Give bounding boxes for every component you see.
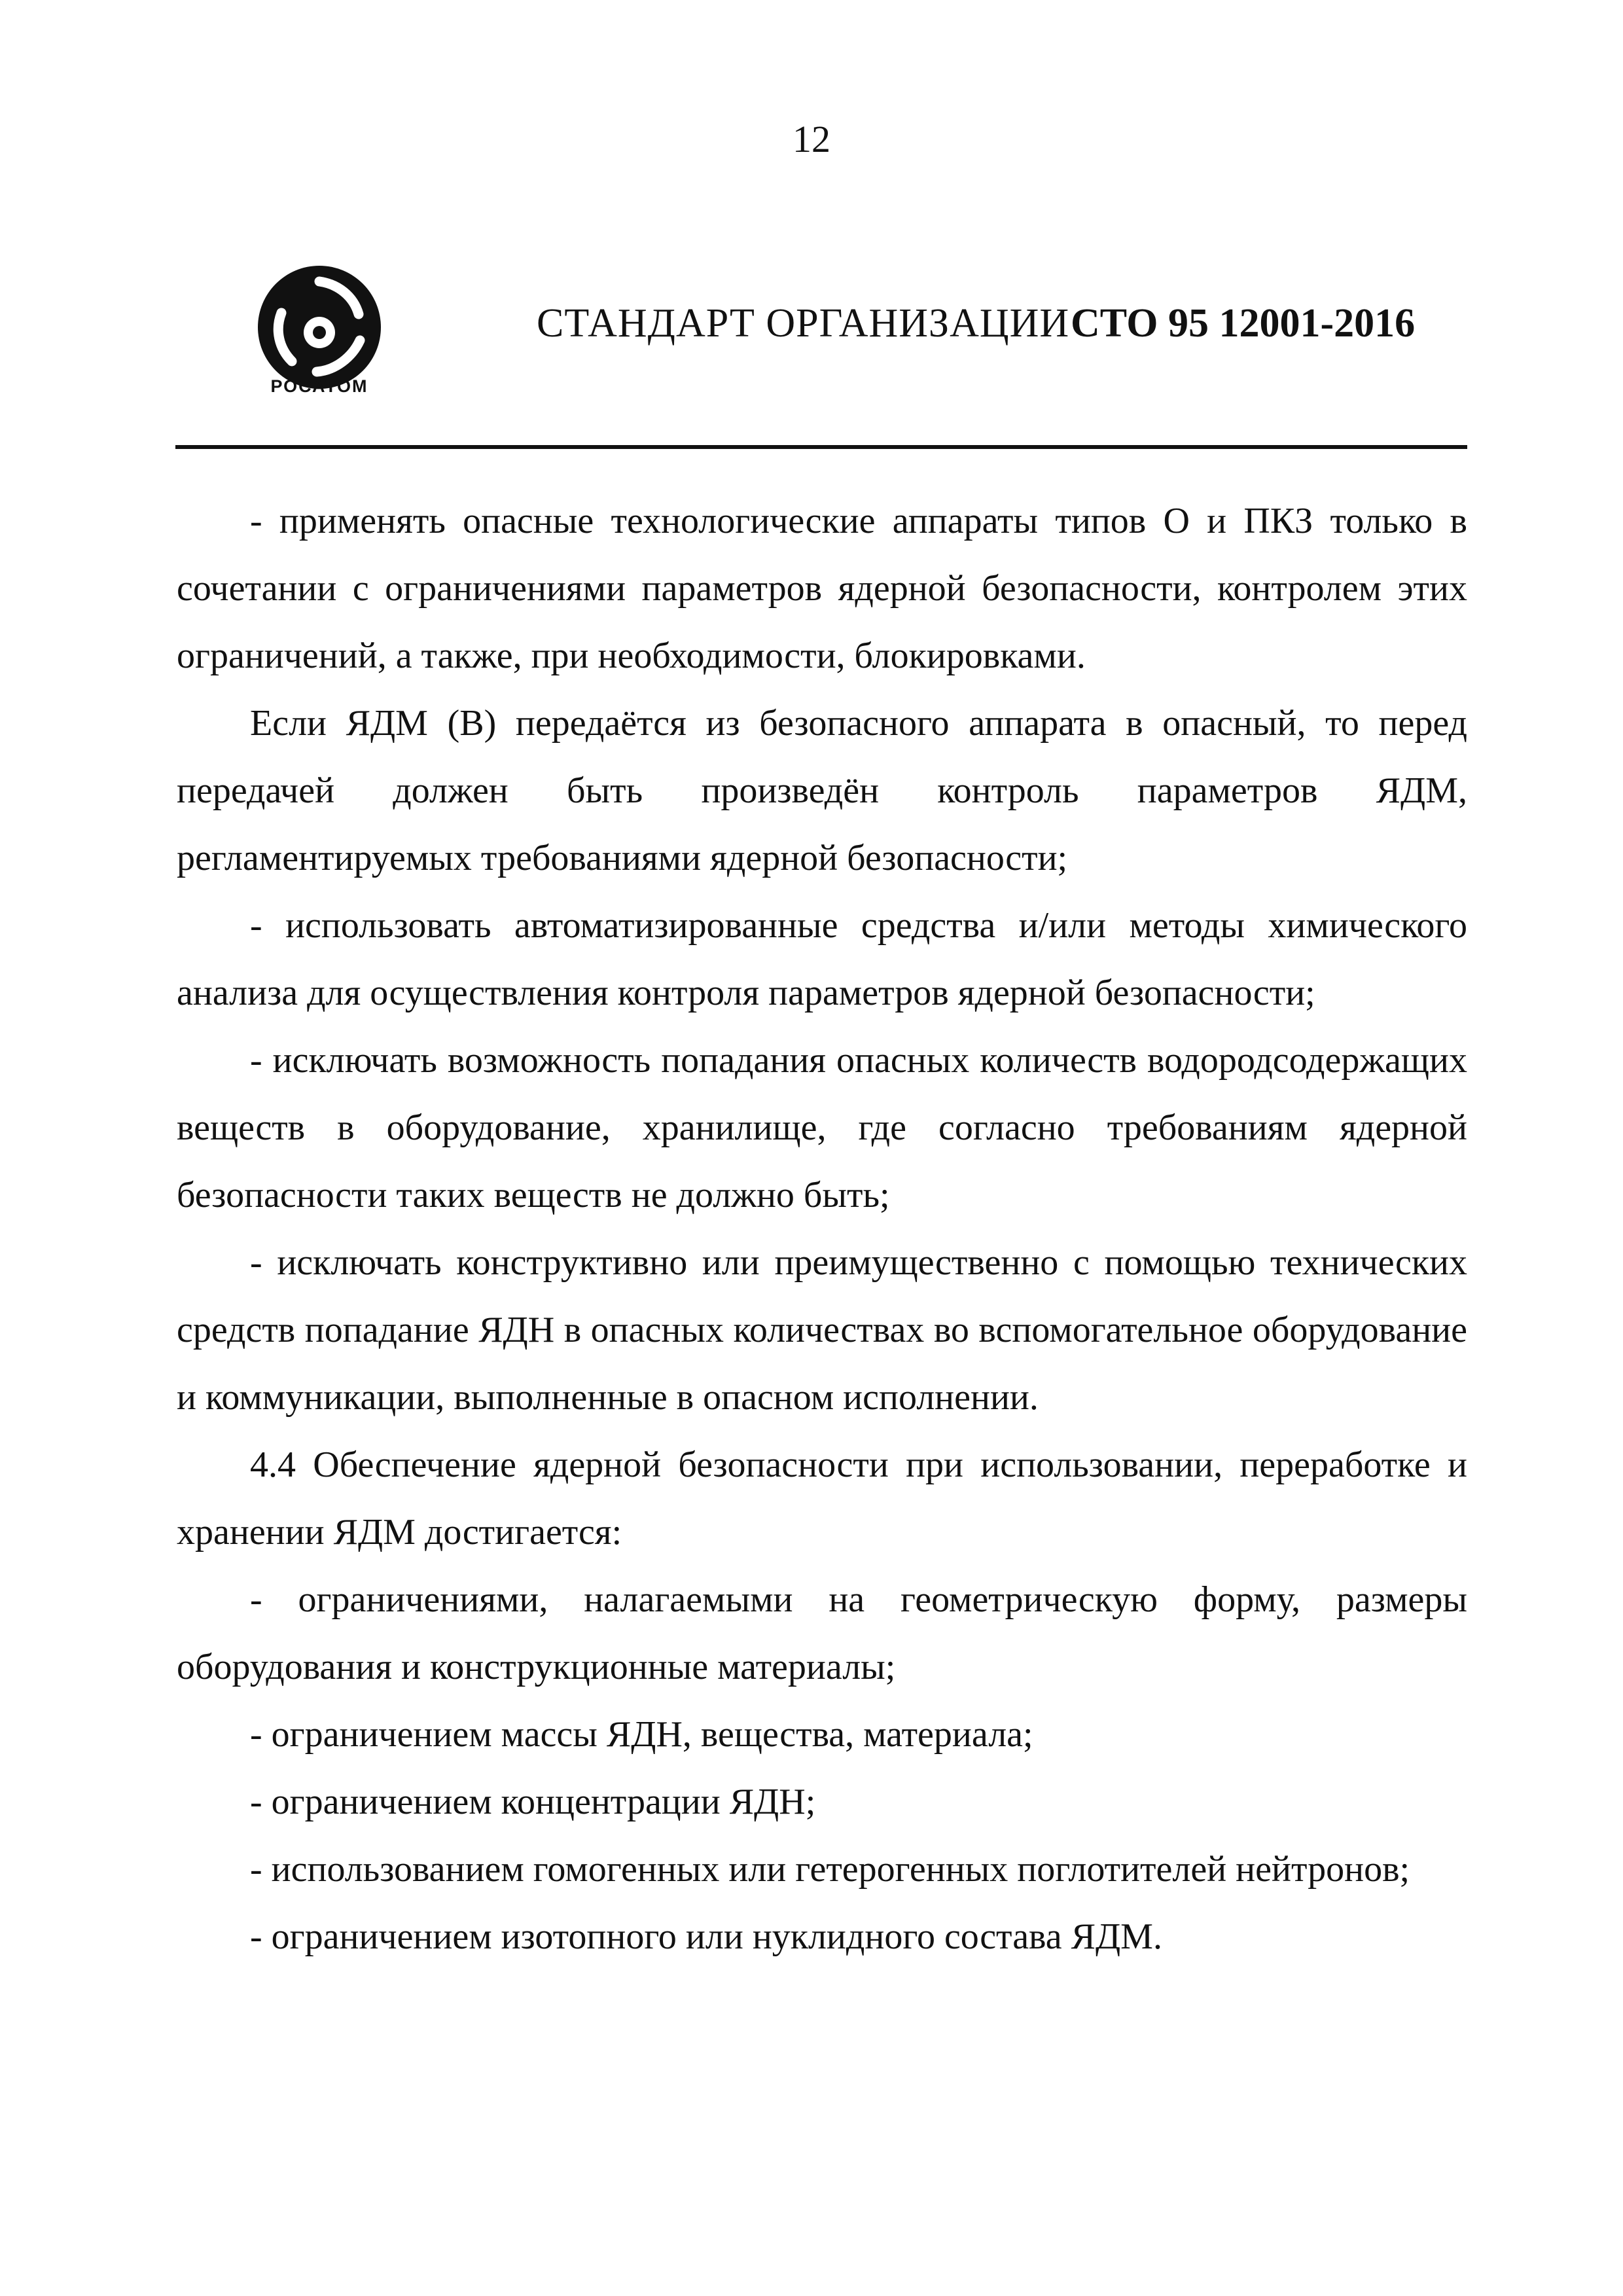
paragraph: Если ЯДМ (В) передаётся из безопасного аппарата в опасный, то перед передачей должен быть произведён контроль параметров ЯДМ, регламентируемых требованиями ядерной безопасности; — [177, 703, 1467, 878]
paragraph: - ограничением массы ЯДН, вещества, материала; — [250, 1714, 1033, 1755]
page-number: 12 — [793, 118, 830, 160]
paragraph: - использованием гомогенных или гетерогенных поглотителей нейтронов; — [250, 1849, 1410, 1890]
standard-number: СТО 95 12001-2016 — [1071, 301, 1416, 346]
paragraph: 4.4 Обеспечение ядерной безопасности при использовании, переработке и хранении ЯДМ достигается: — [177, 1444, 1467, 1552]
paragraph: - применять опасные технологические аппараты типов О и ПКЗ только в сочетании с ограничениями параметров ядерной безопасности, контролем этих ограничений, а также, при необходимости, блокировками. — [177, 501, 1467, 676]
paragraph: - исключать возможность попадания опасных количеств водородсодержащих веществ в оборудование, хранилище, где согласно требованиям ядерной безопасности таких веществ не должно быть; — [177, 1040, 1467, 1215]
document-body — [177, 488, 1467, 1971]
paragraph: - ограничениями, налагаемыми на геометрическую форму, размеры оборудования и конструкционные материалы; — [177, 1579, 1467, 1687]
paragraph: - исключать конструктивно или преимущественно с помощью технических средств попадание ЯДН в опасных количествах во вспомогательное оборудование и коммуникации, выполненные в опасном исполнении. — [177, 1242, 1467, 1418]
rosatom-logo-icon — [254, 262, 385, 393]
paragraph: - использовать автоматизированные средства и/или методы химического анализа для осуществления контроля параметров ядерной безопасности; — [177, 905, 1467, 1013]
paragraph: - ограничением изотопного или нуклидного состава ЯДМ. — [250, 1916, 1162, 1957]
logo-text: РОСАТОМ — [270, 376, 368, 396]
paragraph: - ограничением концентрации ЯДН; — [250, 1782, 816, 1822]
standard-title: СТАНДАРТ ОРГАНИЗАЦИИ — [537, 301, 1070, 346]
header-divider — [175, 445, 1467, 449]
